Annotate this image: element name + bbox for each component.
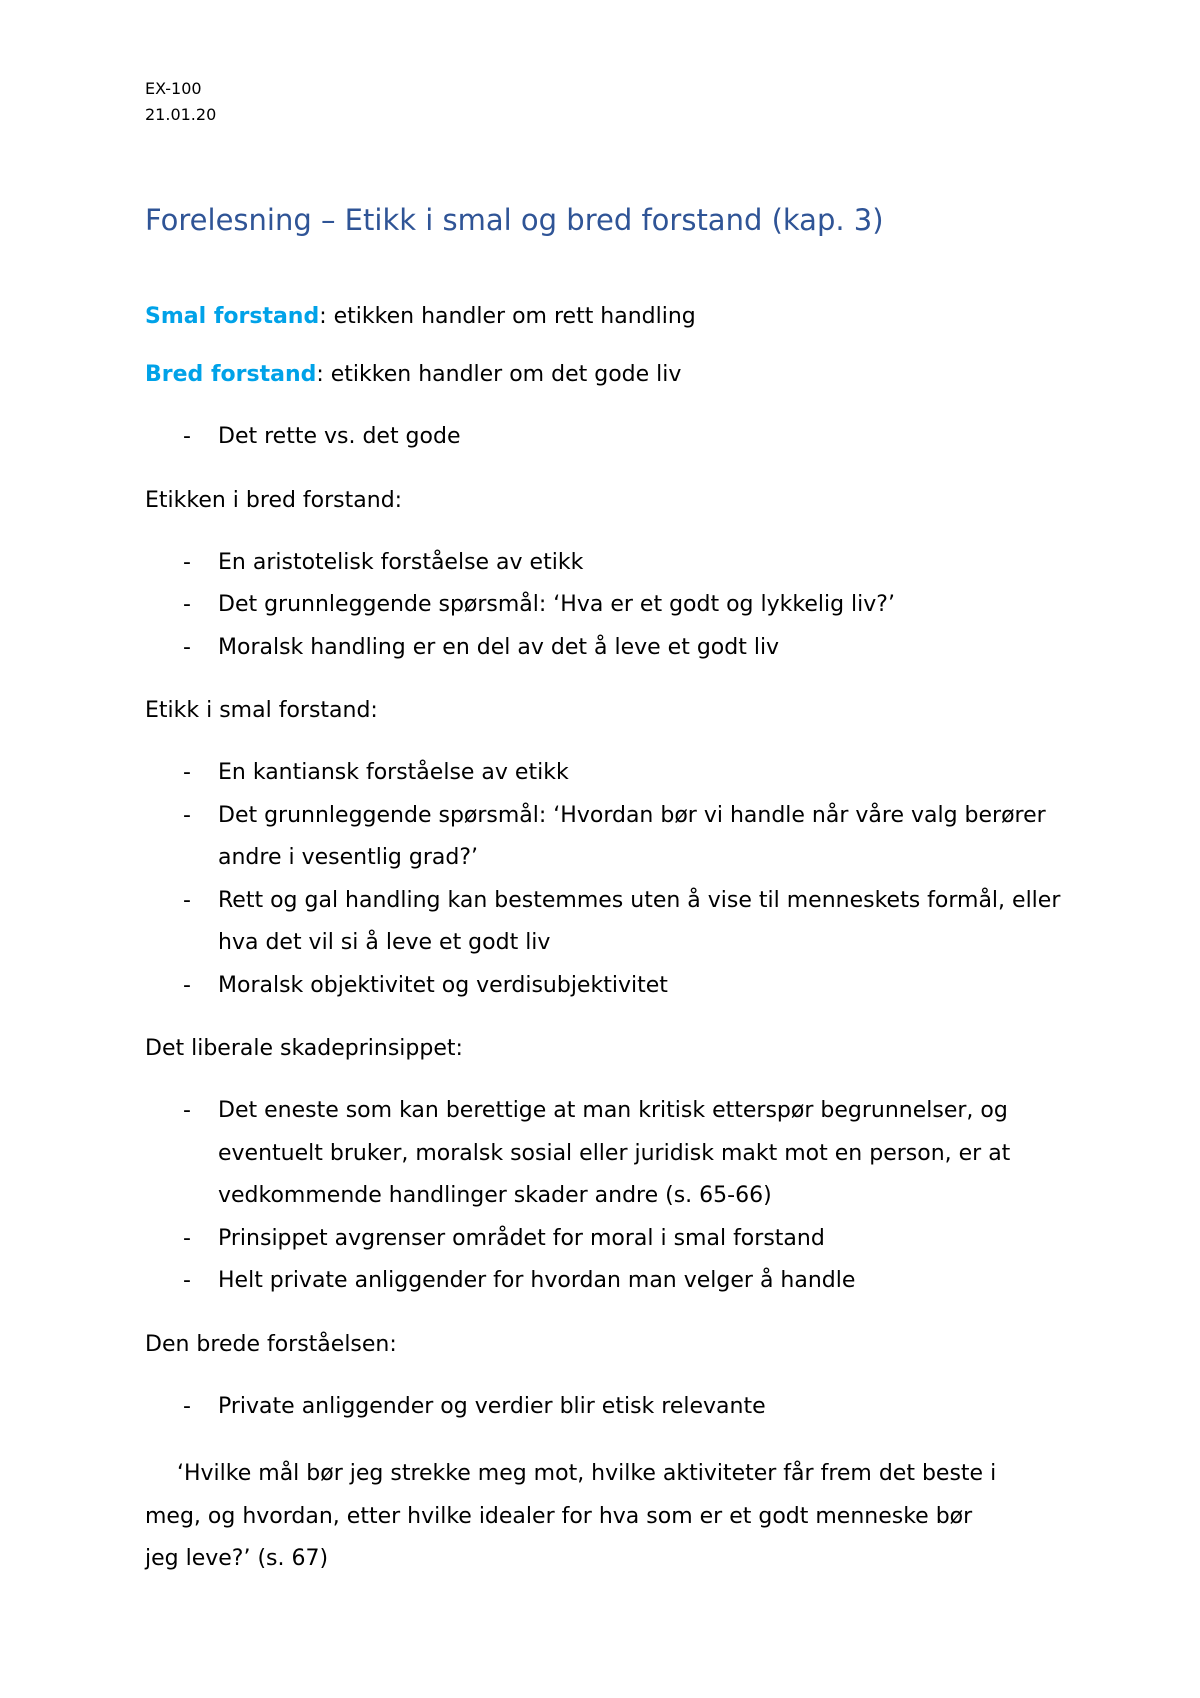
list-item-text: Private anliggender og verdier blir etisk relevante <box>218 1393 766 1419</box>
section-heading-bred: Etikken i bred forstand: <box>145 487 403 513</box>
section-heading-liberal: Det liberale skadeprinsippet: <box>145 1036 463 1061</box>
definition-term: Smal forstand <box>145 304 320 329</box>
list-item-text: En kantiansk forståelse av etikk <box>218 760 569 785</box>
list-item <box>145 965 1075 1008</box>
bullet-dash: - <box>183 549 191 575</box>
bullet-dash: - <box>183 1268 191 1293</box>
section-heading-smal: Etikk i smal forstand: <box>145 698 378 723</box>
list-item-text: Det eneste som kan berettige at man kritisk etterspør begrunnelser, og eventuelt bruker, moralsk sosial eller juridisk makt mot en person, er at vedkommende handlinger skader andre (s. 65-66) <box>218 1098 1011 1208</box>
document-title: Forelesning – Etikk i smal og bred forstand (kap. 3) <box>145 203 884 237</box>
list-item <box>145 880 1075 965</box>
definition-bred <box>145 358 1075 391</box>
list-brede-forstaelse <box>145 1386 1075 1429</box>
document-date: 21.01.20 <box>145 105 217 124</box>
bullet-dash: - <box>183 634 191 660</box>
list-item <box>145 416 1075 459</box>
list-item-text: Det rette vs. det gode <box>218 424 461 449</box>
list-item-text: Helt private anliggender for hvordan man velger å handle <box>218 1268 856 1293</box>
bullet-dash: - <box>183 424 191 449</box>
list-item-text: Moralsk handling er en del av det å leve et godt liv <box>218 634 780 660</box>
quote-paragraph: ‘Hvilke mål bør jeg strekke meg mot, hvilke aktiviteter får frem det beste i meg, og hvordan, etter hvilke idealer for hva som er et godt menneske bør jeg leve?’ (s. 67) <box>145 1461 997 1571</box>
list-item <box>145 752 1075 795</box>
list-item-text: Det grunnleggende spørsmål: ‘Hvordan bør vi handle når våre valg berører andre i vesentlig grad?’ <box>218 802 1046 870</box>
bullet-dash: - <box>183 1225 191 1251</box>
bullet-dash: - <box>183 1393 191 1419</box>
list-item-text: En aristotelisk forståelse av etikk <box>218 549 584 575</box>
bullet-dash: - <box>183 1098 191 1123</box>
list-item <box>145 542 1075 585</box>
definition-text: : etikken handler om rett handling <box>319 304 696 329</box>
list-item <box>145 1386 1075 1429</box>
list-item <box>145 627 1075 670</box>
bullet-dash: - <box>183 887 191 913</box>
bullet-dash: - <box>183 972 191 998</box>
course-code: EX-100 <box>145 79 202 98</box>
list-item <box>145 584 1075 627</box>
document-header <box>145 76 216 128</box>
list-item <box>145 1260 1075 1303</box>
definition-term: Bred forstand <box>145 362 317 387</box>
list-bred <box>145 542 1075 670</box>
list-item-text: Rett og gal handling kan bestemmes uten å vise til menneskets formål, eller hva det vil si å leve et godt liv <box>218 887 1061 955</box>
list-item <box>145 1090 1075 1218</box>
list-item-text: Prinsippet avgrenser området for moral i smal forstand <box>218 1225 825 1251</box>
list-item <box>145 1218 1075 1261</box>
list-item <box>145 795 1075 880</box>
bullet-dash: - <box>183 592 191 617</box>
bullet-dash: - <box>183 802 191 828</box>
list-item-text: Moralsk objektivitet og verdisubjektivitet <box>218 972 668 998</box>
section-heading-brede-forstaelse: Den brede forståelsen: <box>145 1331 397 1357</box>
intro-list <box>145 416 1075 459</box>
list-item-text: Det grunnleggende spørsmål: ‘Hva er et godt og lykkelig liv?’ <box>218 592 895 617</box>
document-body <box>145 300 1075 1581</box>
bullet-dash: - <box>183 760 191 785</box>
definition-text: : etikken handler om det gode liv <box>316 362 682 387</box>
definition-smal <box>145 300 1075 333</box>
list-smal <box>145 752 1075 1007</box>
list-liberal <box>145 1090 1075 1303</box>
